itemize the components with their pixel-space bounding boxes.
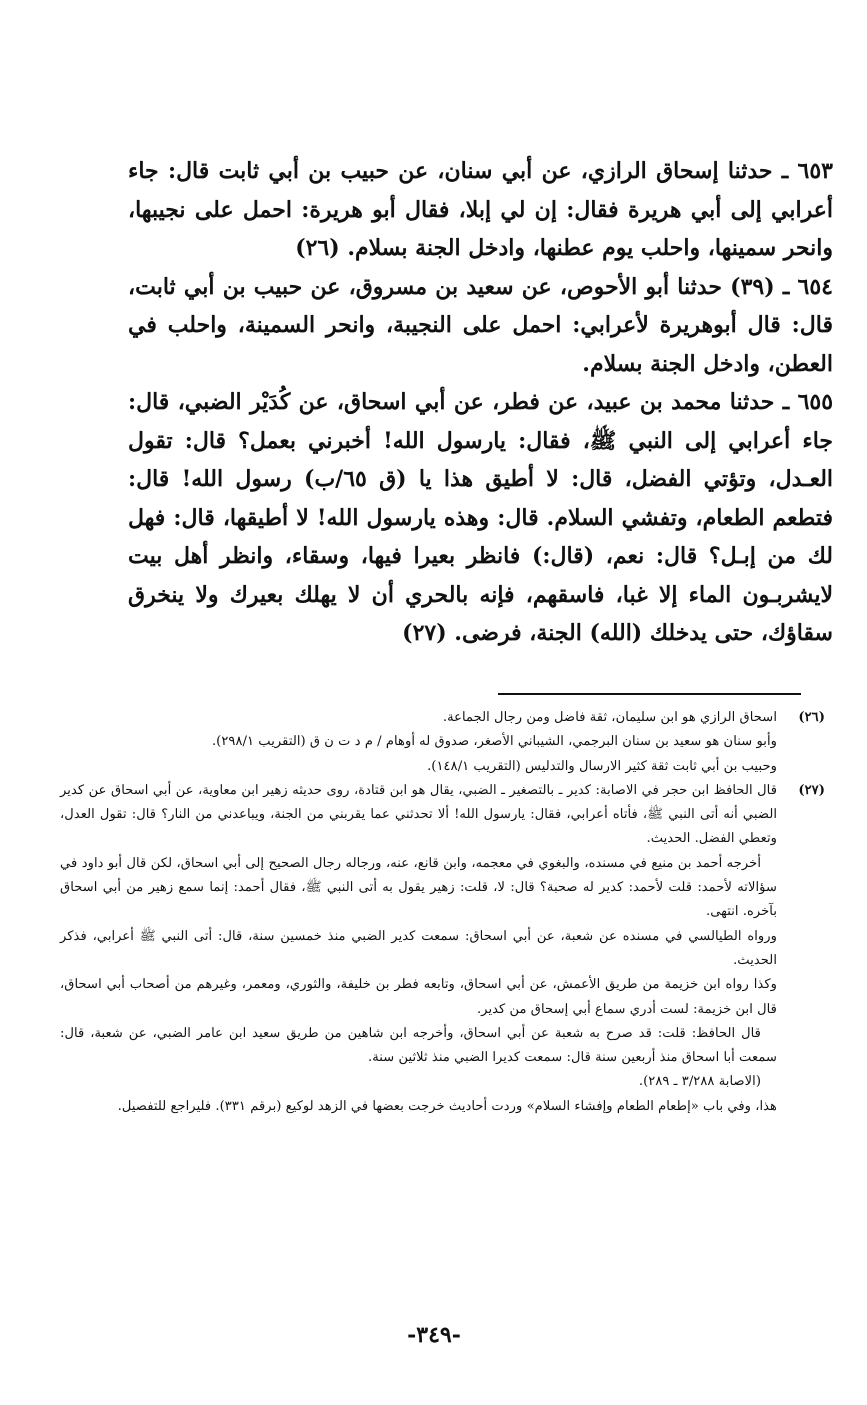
footnote-paragraph: وأبو سنان هو سعيد بن سنان البرجمي، الشيباني الأصغر، صدوق له أوهام / م د ت ن ق (التقريب ٢٩٨/١). <box>211 734 777 750</box>
footnote-26 <box>60 706 825 779</box>
footnote-paragraph: وحبيب بن أبي ثابت ثقة كثير الارسال والتدليس (التقريب ١٤٨/١). <box>427 758 777 774</box>
footnotes <box>60 706 825 1119</box>
footnote-paragraph: قال الحافظ: قلت: قد صرح به شعبة عن أبي اسحاق، وأخرجه ابن شاهين من طريق سعيد ابن عامر الضبي، عن شعبة، قال: سمعت أبا اسحاق منذ أربعين سنة قال: سمعت كديرا الضبي منذ ثلاثين سنة. <box>60 1025 777 1066</box>
footnote-paragraph: هذا، وفي باب «إطعام الطعام وإفشاء السلام» وردت أحاديث خرجت بعضها في الزهد لوكيع (برقم ٣٣١). فليراجع للتفصيل. <box>117 1098 777 1114</box>
footnote-number: (٢٦) <box>798 710 825 725</box>
footnote-number: (٢٧) <box>798 782 825 798</box>
hadith-654: ٦٥٤ ـ (٣٩) حدثنا أبو الأحوص، عن سعيد بن مسروق، عن حبيب بن أبي ثابت، قال: قال أبوهريرة لأعرابي: احمل على النجيبة، وانحر السمينة، واحلب في العطن، وادخل الجنة بسلام. <box>128 273 833 377</box>
footnote-source: (الاصابة ٣/٢٨٨ ـ ٢٨٩). <box>638 1074 761 1090</box>
footnote-paragraph: ورواه الطيالسي في مسنده عن شعبة، عن أبي اسحاق: سمعت كدير الضبي منذ خمسين سنة، قال: أتى النبي ﷺ أعرابي، فذكر الحديث. <box>60 928 777 968</box>
hadith-655: ٦٥٥ ـ حدثنا محمد بن عبيد، عن فطر، عن أبي اسحاق، عن كُدَيْر الضبي، قال: جاء أعرابي إلى النبي ﷺ، فقال: يارسول الله! أخبرني بعمل؟ قال: تقول العـدل، وتؤتي الفضل، قال: لا أطيق هذا يا (ق ٦٥/ب) رسول الله! قال: فتطعم الطعام، وتفشي السلام. قال: وهذه يارسول الله! لا أطيقها، قال: فهل لك من إبـل؟ قال: نعم، (قال:) فانظر بعيرا فيها، وسقاء، وانظر أهل بيت لايشربـون الماء إلا غبا، فاسقهم، فإنه بالحري أن لا يهلك بعيرك ولا ينخرق سقاؤك، حتى يدخلك (الله) الجنة، فرضى. (٢٧) <box>128 389 834 646</box>
footnote-body <box>60 779 777 1119</box>
footnote-separator <box>498 693 801 695</box>
footnote-paragraph: اسحاق الرازي هو ابن سليمان، ثقة فاضل ومن رجال الجماعة. <box>442 710 777 725</box>
main-text <box>128 152 833 653</box>
footnote-body <box>60 706 777 779</box>
hadith-653: ٦٥٣ ـ حدثنا إسحاق الرازي، عن أبي سنان، عن حبيب بن أبي ثابت قال: جاء أعرابي إلى أبي هريرة فقال: إن لي إبلا، فقال أبو هريرة: احمل على نجيبها، وانحر سمينها، واحلب يوم عطنها، وادخل الجنة بسلام. (٢٦) <box>128 158 833 261</box>
footnote-paragraph: وكذا رواه ابن خزيمة من طريق الأعمش، عن أبي اسحاق، وتابعه فطر بن خليفة، والثوري، ومعمر، وغيرهم من أصحاب أبي اسحاق، قال ابن خزيمة: لست أدري سماع أبي إسحاق من كدير. <box>60 977 777 1017</box>
footnote-paragraph: قال الحافظ ابن حجر في الاصابة: كدير ـ بالتصغير ـ الضبي، يقال هو ابن قتادة، روى حديثه زهير ابن معاوية، عن أبي اسحاق عن كدير الضبي أنه أتى النبي ﷺ، فأتاه أعرابي، فقال: يارسول الله! ألا تحدثني عما يقربني من الجنة، ويباعدني من النار؟ قال: تقول العدل، وتعطي الفضل. الحديث. <box>60 782 777 847</box>
footnote-27 <box>60 779 825 1119</box>
page-number: -٣٤٩- <box>407 1322 461 1348</box>
footnote-paragraph: أخرجه أحمد بن منيع في مسنده، والبغوي في معجمه، وابن قانع، عنه، ورجاله رجال الصحيح إلى أبي اسحاق، لكن قال أبو داود في سؤالاته لأحمد: قلت لأحمد: كدير له صحبة؟ قال: لا، قلت: زهير يقول به أتى النبي ﷺ، فقال أحمد: إنما سمع زهير من أبي اسحاق بآخره. انتهى. <box>60 855 777 920</box>
